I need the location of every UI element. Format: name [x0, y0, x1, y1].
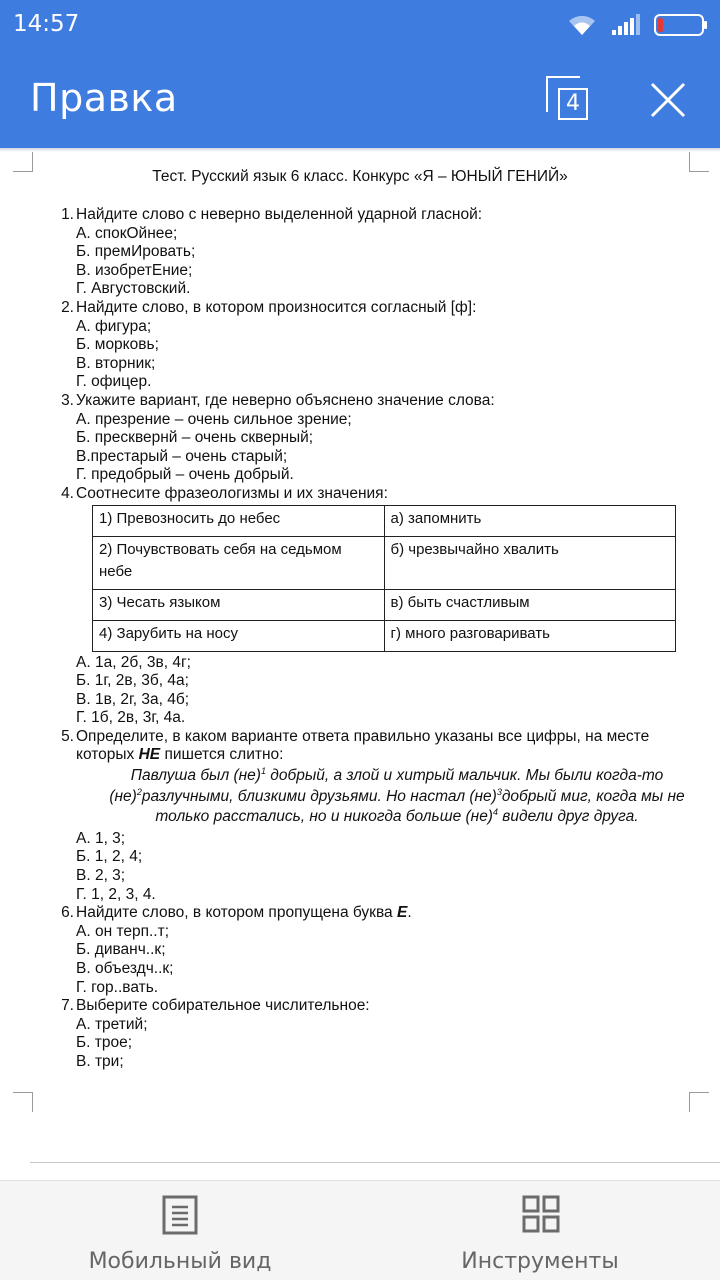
question-text-part: Найдите слово, в котором пропущена буква [76, 904, 393, 922]
answer-option: Б. диванч..к; [76, 941, 166, 959]
answer-option: В. изобретЕние; [76, 261, 193, 279]
passage-index: 4 [492, 807, 498, 818]
table-cell: в) быть счастливым [384, 589, 676, 620]
answer-option: Г. Августовский. [76, 280, 191, 298]
passage-part: добрый, а злой и хитрый мальчик. Мы были когда-то (не) [109, 767, 664, 805]
question-number: 7. [61, 997, 74, 1015]
table-row [93, 536, 676, 589]
table-row [93, 505, 676, 536]
answer-option: А. 1а, 2б, 3в, 4г; [76, 653, 191, 671]
answer-option: Б. 1г, 2в, 3б, 4а; [76, 672, 189, 690]
answer-option: Б. трое; [76, 1034, 133, 1052]
question-text-part: . [407, 904, 412, 922]
answer-option: Б. премИровать; [76, 243, 196, 261]
phraseology-table [92, 505, 676, 652]
question-6 [52, 904, 692, 997]
divider [30, 1162, 720, 1163]
table-cell: 2) Почувствовать себя на седьмом небе [93, 536, 385, 589]
question-4 [52, 485, 692, 728]
answer-option: А. он терп..т; [76, 922, 170, 940]
question-5 [52, 728, 692, 904]
page-title: Правка [30, 76, 178, 120]
question-number: 4. [61, 484, 74, 502]
status-time: 14:57 [13, 11, 80, 37]
question-text: Выберите собирательное числительное: [76, 997, 370, 1015]
bottom-nav [0, 1180, 720, 1280]
close-icon[interactable] [648, 80, 688, 120]
passage-part: видели друг друга. [498, 808, 639, 826]
question-number: 1. [61, 206, 74, 223]
table-cell: г) много разговаривать [384, 620, 676, 651]
answer-option: В. объездч..к; [76, 960, 174, 977]
page-count: 4 [558, 88, 588, 120]
document-title: Тест. Русский язык 6 класс. Конкурс «Я – ЮНЫЙ ГЕНИЙ» [152, 168, 568, 185]
question-text: Найдите слово, в котором произносится согласный [ф]: [76, 298, 477, 316]
status-bar [0, 0, 720, 50]
table-cell: а) запомнить [384, 505, 676, 536]
passage-index: 1 [260, 765, 266, 776]
table-cell: 4) Зарубить на носу [93, 620, 385, 651]
table-row [93, 589, 676, 620]
passage-text [52, 766, 692, 828]
answer-option: Б. 1, 2, 4; [76, 848, 143, 866]
answer-option: А. фигура; [76, 317, 152, 335]
question-2 [52, 299, 692, 392]
answer-option: А. третий; [76, 1015, 148, 1033]
answer-option: Г. предобрый – очень добрый. [76, 466, 294, 484]
passage-part: разлучными, близкими друзьями. Но настал (не) [141, 787, 497, 805]
passage-part: добрый миг, когда мы не только расстались, но и никогда больше (не) [155, 787, 685, 826]
signal-icon [610, 14, 642, 36]
question-3 [52, 392, 692, 485]
answer-option: А. спокОйнее; [76, 224, 178, 242]
passage-part: Павлуша был (не) [130, 767, 261, 785]
answer-option: Г. 1б, 2в, 3г, 4а. [76, 709, 186, 727]
question-emphasis: Е [396, 904, 408, 922]
app-toolbar [0, 50, 720, 148]
pages-button[interactable] [546, 76, 592, 122]
passage-index: 3 [496, 786, 502, 797]
answer-option: А. презрение – очень сильное зрение; [76, 410, 352, 428]
document-list-icon [162, 1195, 198, 1235]
answer-option: В. вторник; [76, 354, 156, 372]
question-number: 6. [61, 904, 74, 922]
grid-icon [522, 1195, 560, 1233]
mobile-view-label: Мобильный вид [88, 1249, 272, 1274]
wifi-icon [566, 13, 598, 37]
question-number: 2. [61, 298, 74, 316]
table-cell: 3) Чесать языком [93, 589, 385, 620]
question-number: 3. [61, 391, 74, 409]
passage-index: 2 [136, 786, 142, 797]
answer-option: Б. пресквернй – очень скверный; [76, 429, 314, 447]
question-1 [52, 206, 692, 299]
answer-option: В. три; [76, 1052, 124, 1070]
answer-option: Б. морковь; [76, 336, 159, 354]
question-text-part: пишется слитно: [164, 746, 284, 764]
answer-option: В.престарый – очень старый; [76, 447, 288, 465]
page-corner-mark [689, 1092, 709, 1112]
question-7 [52, 997, 692, 1071]
answer-option: Г. офицер. [76, 373, 152, 391]
answer-option: В. 1в, 2г, 3а, 4б; [76, 690, 190, 708]
question-emphasis: НЕ [138, 746, 161, 764]
battery-icon [654, 14, 708, 36]
tools-label: Инструменты [461, 1249, 619, 1274]
question-text [52, 904, 692, 923]
question-text: Соотнесите фразеологизмы и их значения: [76, 484, 388, 502]
answer-option: В. 2, 3; [76, 867, 126, 885]
question-number: 5. [61, 727, 74, 745]
tools-button[interactable] [360, 1181, 720, 1280]
answer-option: Г. гор..вать. [76, 978, 159, 996]
table-cell: б) чрезвычайно хвалить [384, 536, 676, 589]
question-text-part: Определите, в каком варианте ответа правильно указаны все цифры, на месте которых [76, 727, 650, 764]
table-row [93, 620, 676, 651]
question-text: Укажите вариант, где неверно объяснено значение слова: [76, 391, 495, 409]
page-corner-mark [13, 1092, 33, 1112]
question-text: Найдите слово с неверно выделенной ударной гласной: [76, 206, 483, 223]
table-cell: 1) Превозносить до небес [93, 505, 385, 536]
answer-option: Г. 1, 2, 3, 4. [76, 885, 156, 903]
question-list [52, 206, 692, 1072]
answer-option: А. 1, 3; [76, 829, 126, 847]
mobile-view-button[interactable] [0, 1181, 360, 1280]
document-page [0, 152, 720, 1162]
question-text [52, 728, 692, 765]
